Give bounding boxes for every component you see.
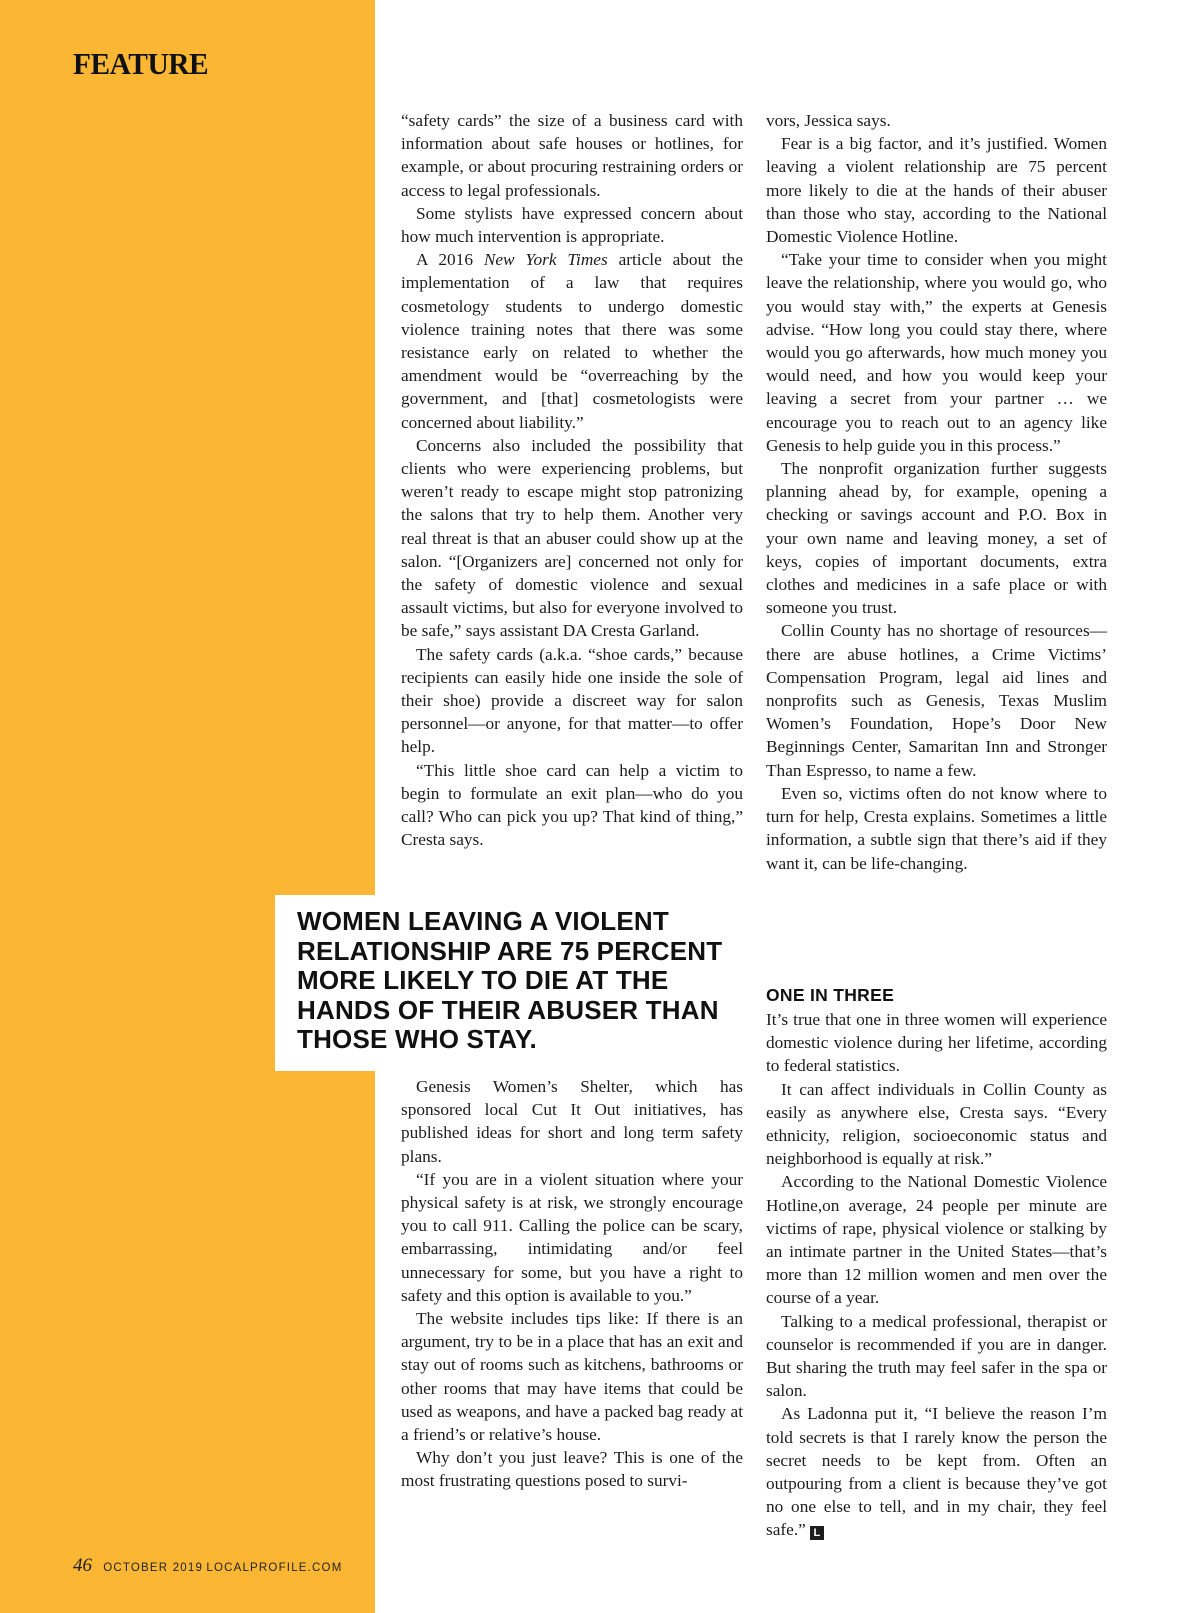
pull-quote [275, 895, 740, 1071]
paragraph: Genesis Women’s Shelter, which has sponsored local Cut It Out initiatives, has published ideas for short and long term safety plans. [401, 1077, 743, 1166]
column-left-top [401, 109, 743, 852]
column-left-bottom [401, 1075, 743, 1493]
folio [73, 1555, 343, 1577]
paragraph [766, 1402, 1107, 1541]
paragraph: “Take your time to consider when you might leave the relationship, where you would go, who you would stay with,” the experts at Genesis advise. “How long you could stay there, where would you go afterwards, how much money you would need, and how you would keep your leaving a secret from your partner … we encourage you to reach out to an agency like Genesis to help guide you in this process.” [766, 250, 1107, 455]
paragraph: vors, Jessica says. [766, 111, 891, 130]
paragraph: It’s true that one in three women will experience domestic violence during her lifetime, according to federal statistics. [766, 1010, 1107, 1076]
paragraph: According to the National Domestic Violence Hotline,on average, 24 people per minute are victims of rape, physical violence or stalking by an intimate partner in the United States—that’s more than 12 million women and men over the course of a year. [766, 1172, 1107, 1308]
page-number: 46 [73, 1555, 92, 1576]
paragraph: It can affect individuals in Collin County as easily as anywhere else, Cresta says. “Every ethnicity, religion, socioeconomic status and neighborhood is equally at risk.” [766, 1079, 1107, 1169]
paragraph: Talking to a medical professional, therapist or counselor is recommended if you are in danger. But sharing the truth may feel safer in the spa or salon. [766, 1311, 1107, 1401]
site-url: LOCALPROFILE.COM [206, 1562, 343, 1574]
paragraph: Concerns also included the possibility that clients who were experiencing problems, but weren’t ready to escape might stop patronizing the salons that try to help them. Another very real threat is that an abuser could show up at the salon. “[Organizers are] concerned not only for the safety of domestic violence and sexual assault victims, but also for everyone involved to be safe,” says assistant DA Cresta Garland. [401, 435, 743, 641]
paragraph: “This little shoe card can help a victim to begin to formulate an exit plan—who do you call? Who can pick you up? That kind of thing,” Cresta says. [401, 760, 743, 850]
pull-quote-text: WOMEN LEAVING A VIOLENT RELATIONSHIP ARE 75 PERCENT MORE LIKELY TO DIE AT THE HANDS OF THEIR ABUSER THAN THOSE WHO STAY. [297, 906, 723, 1054]
paragraph: The safety cards (a.k.a. “shoe cards,” because recipients can easily hide one inside the sole of their shoe) provide a discreet way for salon personnel—or anyone, for that matter—to offer help. [401, 644, 743, 757]
nyt-prefix: A 2016 [416, 250, 473, 270]
section-label: FEATURE [73, 46, 209, 81]
paragraph: Even so, victims often do not know where to turn for help, Cresta explains. Sometimes a little information, a subtle sign that there’s aid if they want it, can be life-changing. [766, 783, 1107, 873]
paragraph: “If you are in a violent situation where your physical safety is at risk, we strongly encourage you to call 911. Calling the police can be scary, embarrassing, intimidating and/or feel unnecessary for some, but you have a right to safety and this option is available to you.” [401, 1169, 743, 1305]
paragraph: Some stylists have expressed concern about how much intervention is appropriate. [401, 203, 743, 247]
paragraph: Fear is a big factor, and it’s justified. Women leaving a violent relationship are 75 percent more likely to die at the hands of their abuser than those who stay, according to the National Domestic Violence Hotline. [766, 134, 1107, 247]
subheading: ONE IN THREE [766, 985, 895, 1005]
paragraph: Why don’t you just leave? This is one of the most frustrating questions posed to survi- [401, 1448, 743, 1491]
paragraph: “safety cards” the size of a business card with information about safe houses or hotlines, for example, or about procuring restraining orders or access to legal professionals. [401, 111, 743, 200]
paragraph [401, 248, 743, 434]
column-right-top [766, 109, 1107, 875]
paragraph: Collin County has no shortage of resources—there are abuse hotlines, a Crime Victims’ Compensation Program, legal aid lines and nonprofits such as Genesis, Texas Muslim Women’s Foundation, Hope’s Door New Beginnings Center, Samaritan Inn and Stronger Than Espresso, to name a few. [766, 621, 1107, 780]
paragraph: The website includes tips like: If there is an argument, try to be in a place that has an exit and stay out of rooms such as kitchens, bathrooms or other rooms that may have items that could be used as weapons, and have a packed bag ready at a friend’s or relative’s house. [401, 1309, 743, 1445]
column-right-bottom [766, 984, 1107, 1542]
closing-paragraph-text: As Ladonna put it, “I believe the reason I’m told secrets is that I rarely know the person the secret needs to be kept from. Often an outpouring from a client is because they’ve got no one else to tell, and in my chair, they feel safe.” [766, 1404, 1107, 1540]
paragraph: The nonprofit organization further suggests planning ahead by, for example, opening a checking or savings account and P.O. Box in your own name and leaving money, a set of keys, copies of important documents, extra clothes and medicines in a safe place or with someone you trust. [766, 459, 1107, 618]
nyt-paragraph-text: article about the implementation of a law that requires cosmetology students to undergo domestic violence training notes that there was some resistance early on related to whether the amendment would be “overreaching by the government, and [that] cosmetologists were concerned about liability.” [401, 250, 743, 432]
issue-date: OCTOBER 2019 [103, 1562, 204, 1574]
yellow-side-band [0, 0, 375, 1613]
nyt-title: New York Times [483, 250, 608, 270]
end-mark-icon: L [810, 1526, 824, 1540]
